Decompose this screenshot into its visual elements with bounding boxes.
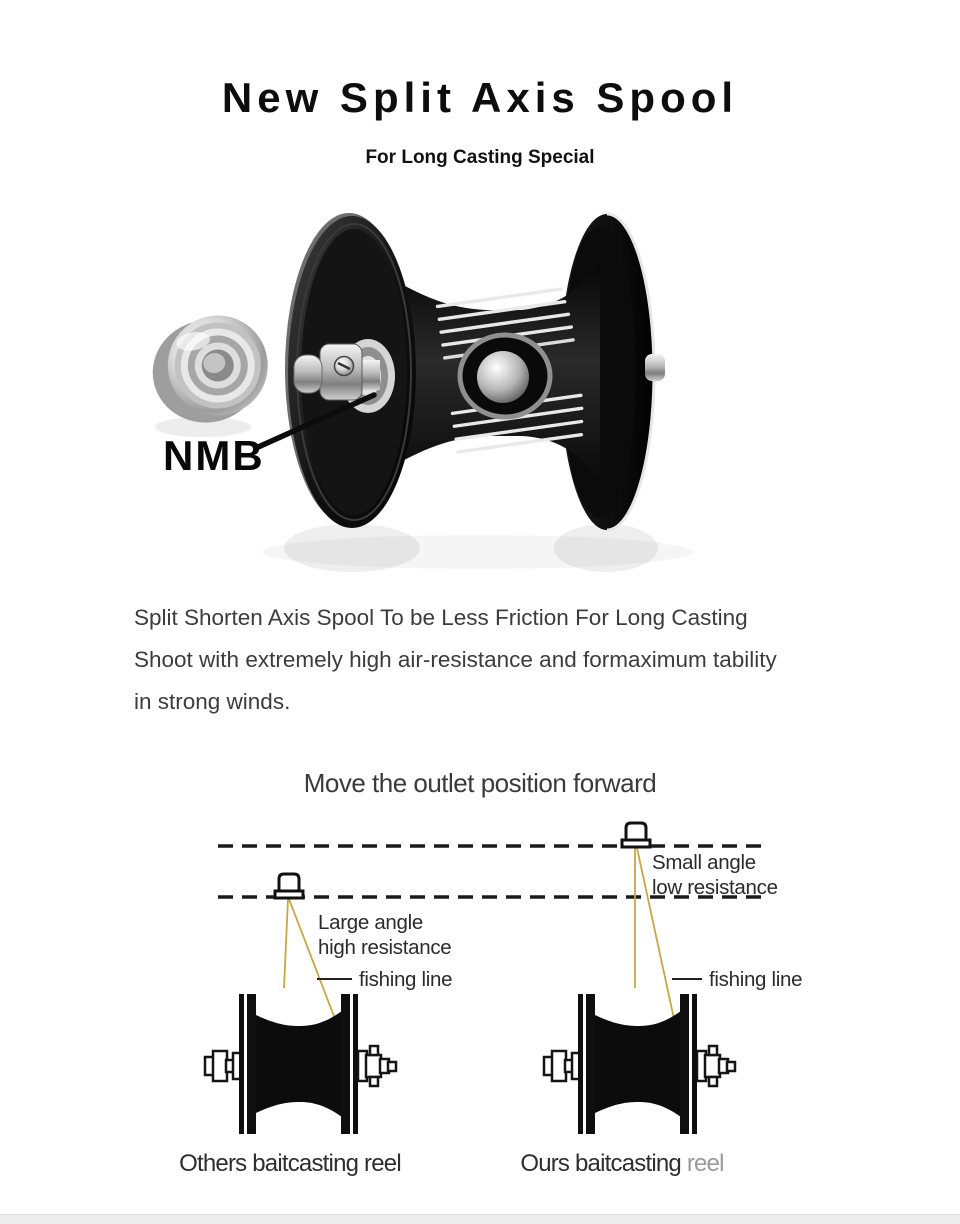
caption-others-reel: Others baitcasting reel (179, 1150, 401, 1177)
small-angle-label-line2: low resistance (652, 876, 778, 899)
caption-ours-light: reel (680, 1150, 724, 1177)
description-line: Shoot with extremely high air-resistance and formaximum tability (134, 647, 777, 672)
fishing-line-label-left: fishing line (359, 968, 453, 991)
page-subtitle: For Long Casting Special (365, 147, 595, 168)
right-shaft-tip (645, 354, 665, 381)
description-line: in strong winds. (134, 689, 291, 714)
product-photo (0, 180, 960, 580)
page-title: New Split Axis Spool (221, 74, 739, 121)
fishing-line-right-diagonal (637, 848, 676, 1028)
comparison-diagram (0, 818, 960, 1148)
diagram-heading: Move the outlet position forward (303, 768, 657, 798)
fishing-line-label-right: fishing line (709, 968, 803, 991)
small-angle-label-line1: Small angle (652, 851, 756, 874)
large-angle-label-line2: high resistance (318, 936, 452, 959)
large-angle-label-line1: Large angle (318, 911, 423, 934)
others-spool-illustration (205, 994, 396, 1134)
line-guide-icon-lower (275, 874, 303, 898)
line-guide-icon-upper (622, 823, 650, 847)
caption-ours-dark: Ours baitcasting (520, 1150, 681, 1177)
spool-center-ball (477, 351, 529, 403)
fishing-line-left-vertical (284, 899, 288, 988)
caption-ours-reel (472, 1150, 772, 1178)
nmb-label: NMB (163, 432, 265, 479)
bottom-divider-strip (0, 1214, 960, 1224)
bearing-photo (144, 308, 276, 432)
product-description (134, 597, 874, 723)
description-line: Split Shorten Axis Spool To be Less Friction For Long Casting (134, 605, 748, 630)
ours-spool-illustration (544, 994, 735, 1134)
